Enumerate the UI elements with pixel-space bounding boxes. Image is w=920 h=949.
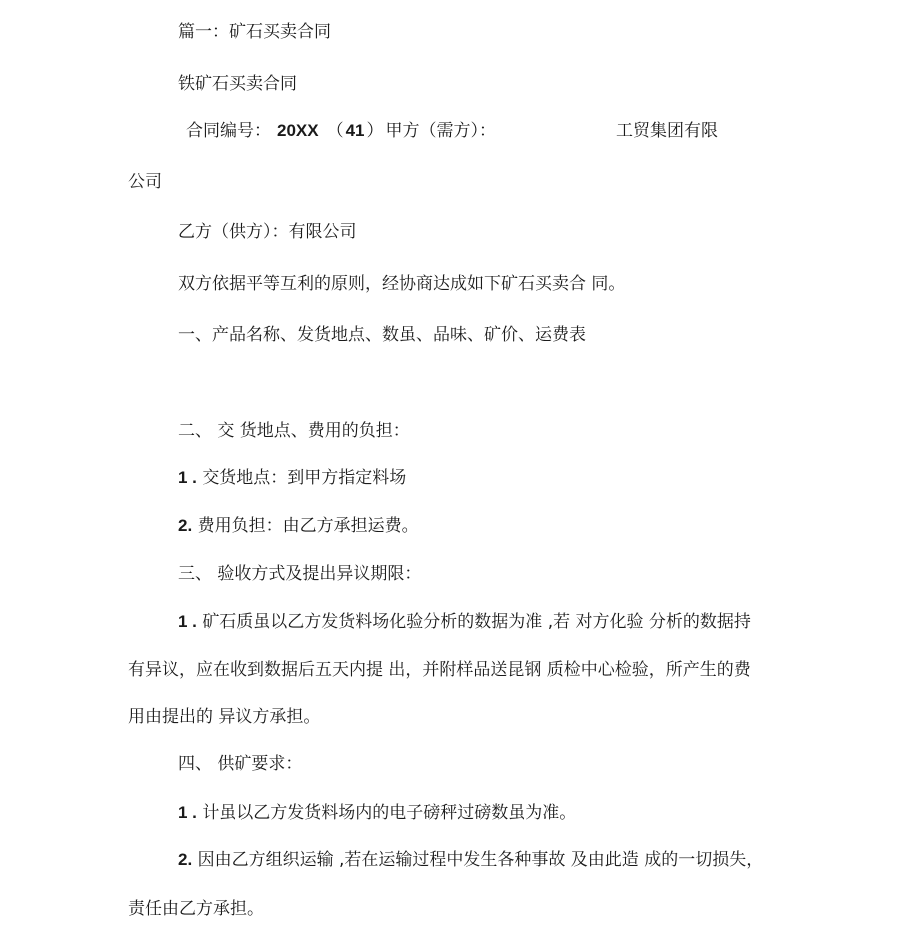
contract-number-line bbox=[186, 119, 496, 143]
contract-number-open: （ bbox=[326, 121, 344, 141]
contract-number-value: 41 bbox=[345, 121, 365, 140]
section-4-item-2-line-2: 责任由乙方承担。 bbox=[128, 899, 264, 919]
item-number: 1 . bbox=[178, 612, 197, 631]
section-1-title: 一、产品名称、发货地点、数虽、品味、矿价、运费表 bbox=[178, 325, 586, 345]
item-text: 计虽以乙方发货料场内的电子磅秤过磅数虽为准。 bbox=[202, 803, 577, 823]
section-4-item-1 bbox=[178, 801, 576, 825]
section-2-title: 二、 交 货地点、费用的负担： bbox=[178, 421, 410, 441]
contract-title: 铁矿石买卖合同 bbox=[178, 74, 297, 94]
section-3-item-1-line-1 bbox=[178, 610, 751, 634]
section-3-item-1-line-2: 有异议，应在收到数据后五天内提 出，并附样品送昆钢 质检中心检验，所产生的费 bbox=[128, 660, 751, 680]
section-3-item-1-line-3: 用由提出的 异议方承担。 bbox=[128, 707, 321, 727]
contract-number-label: 合同编号： bbox=[186, 121, 271, 141]
item-text: 因由乙方组织运输 ,若在运输过程中发生各种事故 及由此造 成的一切损失， bbox=[197, 850, 764, 870]
item-number: 2. bbox=[178, 516, 193, 535]
section-2-item-1 bbox=[178, 466, 406, 490]
item-text: 交货地点：到甲方指定料场 bbox=[202, 468, 407, 488]
contract-number-close: ） bbox=[366, 121, 384, 141]
contract-intro: 双方依据平等互利的原则，经协商达成如下矿石买卖合 同。 bbox=[178, 274, 626, 294]
item-number: 2. bbox=[178, 850, 193, 869]
contract-number-year: 20XX bbox=[277, 121, 319, 140]
item-number: 1 . bbox=[178, 803, 197, 822]
party-a-label: 甲方（需方）： bbox=[385, 121, 497, 141]
section-3-title: 三、 验收方式及提出异议期限： bbox=[178, 564, 422, 584]
item-text: 费用负担：由乙方承担运费。 bbox=[197, 516, 419, 536]
party-a-name-continued: 公司 bbox=[128, 172, 162, 192]
section-4-title: 四、 供矿要求： bbox=[178, 754, 303, 774]
item-number: 1 . bbox=[178, 468, 197, 487]
section-4-item-2-line-1 bbox=[178, 848, 763, 872]
section-2-item-2 bbox=[178, 514, 419, 538]
document-heading: 篇一：矿石买卖合同 bbox=[178, 22, 331, 42]
item-text: 矿石质虽以乙方发货料场化验分析的数据为准 ,若 对方化验 分析的数据持 bbox=[202, 612, 751, 632]
party-b: 乙方（供方）：有限公司 bbox=[178, 222, 357, 242]
party-a-name: 工贸集团有限 bbox=[616, 121, 718, 141]
